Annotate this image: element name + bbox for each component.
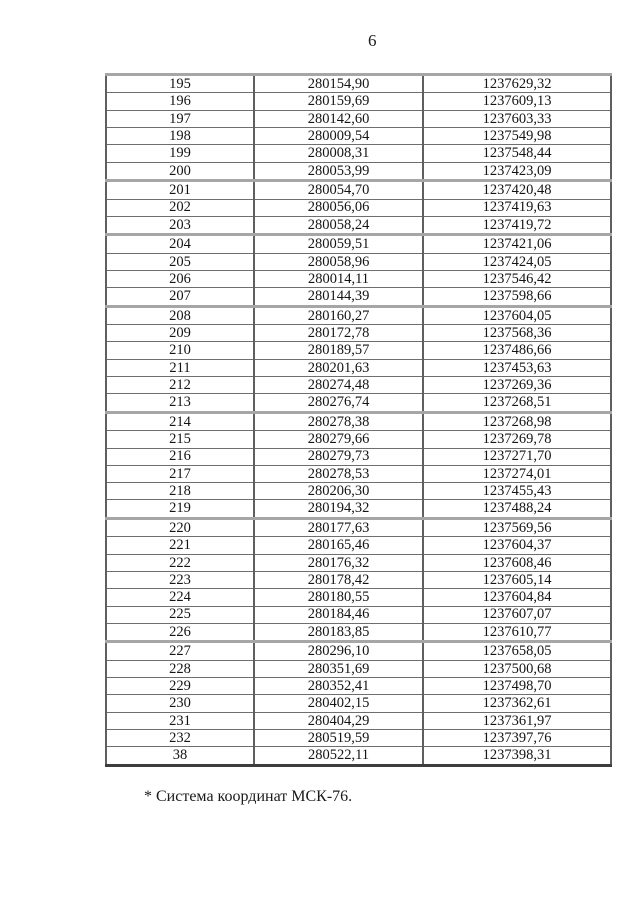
point-number-cell: 203 <box>106 216 254 234</box>
table-row <box>106 678 611 695</box>
y-coordinate-cell: 1237546,42 <box>423 270 611 287</box>
y-coordinate-cell: 1237455,43 <box>423 483 611 500</box>
y-coordinate-cell: 1237604,05 <box>423 306 611 324</box>
point-number-cell: 204 <box>106 235 254 253</box>
table-row <box>106 660 611 677</box>
table-row <box>106 235 611 253</box>
y-coordinate-cell: 1237421,06 <box>423 235 611 253</box>
y-coordinate-cell: 1237629,32 <box>423 75 611 93</box>
y-coordinate-cell: 1237548,44 <box>423 145 611 162</box>
y-coordinate-cell: 1237271,70 <box>423 448 611 465</box>
table-row <box>106 518 611 536</box>
y-coordinate-cell: 1237488,24 <box>423 500 611 518</box>
y-coordinate-cell: 1237604,84 <box>423 589 611 606</box>
table-row <box>106 448 611 465</box>
table-row <box>106 729 611 746</box>
y-coordinate-cell: 1237398,31 <box>423 747 611 766</box>
point-number-cell: 214 <box>106 412 254 430</box>
footnote: * Система координат МСК-76. <box>144 788 353 805</box>
table-row <box>106 571 611 588</box>
table-row <box>106 747 611 766</box>
x-coordinate-cell: 280178,42 <box>254 571 423 588</box>
x-coordinate-cell: 280206,30 <box>254 483 423 500</box>
point-number-cell: 228 <box>106 660 254 677</box>
point-number-cell: 195 <box>106 75 254 93</box>
x-coordinate-cell: 280154,90 <box>254 75 423 93</box>
point-number-cell: 219 <box>106 500 254 518</box>
x-coordinate-cell: 280279,66 <box>254 431 423 448</box>
y-coordinate-cell: 1237269,36 <box>423 377 611 394</box>
point-number-cell: 221 <box>106 537 254 554</box>
y-coordinate-cell: 1237419,63 <box>423 199 611 216</box>
table-row <box>106 377 611 394</box>
x-coordinate-cell: 280274,48 <box>254 377 423 394</box>
table-row <box>106 483 611 500</box>
table-row <box>106 325 611 342</box>
table-row <box>106 162 611 180</box>
point-number-cell: 198 <box>106 128 254 145</box>
table-row <box>106 412 611 430</box>
point-number-cell: 215 <box>106 431 254 448</box>
y-coordinate-cell: 1237569,56 <box>423 518 611 536</box>
point-number-cell: 231 <box>106 712 254 729</box>
point-number-cell: 207 <box>106 288 254 306</box>
x-coordinate-cell: 280404,29 <box>254 712 423 729</box>
table-row <box>106 253 611 270</box>
x-coordinate-cell: 280278,38 <box>254 412 423 430</box>
point-number-cell: 200 <box>106 162 254 180</box>
table-row <box>106 181 611 199</box>
coordinates-table <box>105 73 612 767</box>
x-coordinate-cell: 280180,55 <box>254 589 423 606</box>
coordinates-table-body <box>106 75 611 766</box>
x-coordinate-cell: 280058,24 <box>254 216 423 234</box>
table-row <box>106 589 611 606</box>
table-row <box>106 359 611 376</box>
point-number-cell: 213 <box>106 394 254 412</box>
table-row <box>106 145 611 162</box>
point-number-cell: 210 <box>106 342 254 359</box>
point-number-cell: 209 <box>106 325 254 342</box>
table-row <box>106 642 611 660</box>
x-coordinate-cell: 280014,11 <box>254 270 423 287</box>
table-row <box>106 712 611 729</box>
x-coordinate-cell: 280142,60 <box>254 110 423 127</box>
x-coordinate-cell: 280177,63 <box>254 518 423 536</box>
point-number-cell: 223 <box>106 571 254 588</box>
table-row <box>106 93 611 110</box>
point-number-cell: 197 <box>106 110 254 127</box>
point-number-cell: 38 <box>106 747 254 766</box>
y-coordinate-cell: 1237604,37 <box>423 537 611 554</box>
x-coordinate-cell: 280172,78 <box>254 325 423 342</box>
x-coordinate-cell: 280276,74 <box>254 394 423 412</box>
table-row <box>106 695 611 712</box>
x-coordinate-cell: 280160,27 <box>254 306 423 324</box>
y-coordinate-cell: 1237568,36 <box>423 325 611 342</box>
x-coordinate-cell: 280351,69 <box>254 660 423 677</box>
x-coordinate-cell: 280056,06 <box>254 199 423 216</box>
y-coordinate-cell: 1237397,76 <box>423 729 611 746</box>
table-row <box>106 75 611 93</box>
y-coordinate-cell: 1237603,33 <box>423 110 611 127</box>
x-coordinate-cell: 280165,46 <box>254 537 423 554</box>
point-number-cell: 199 <box>106 145 254 162</box>
x-coordinate-cell: 280189,57 <box>254 342 423 359</box>
x-coordinate-cell: 280522,11 <box>254 747 423 766</box>
table-row <box>106 306 611 324</box>
x-coordinate-cell: 280279,73 <box>254 448 423 465</box>
y-coordinate-cell: 1237268,51 <box>423 394 611 412</box>
point-number-cell: 226 <box>106 623 254 641</box>
y-coordinate-cell: 1237498,70 <box>423 678 611 695</box>
y-coordinate-cell: 1237420,48 <box>423 181 611 199</box>
x-coordinate-cell: 280053,99 <box>254 162 423 180</box>
x-coordinate-cell: 280159,69 <box>254 93 423 110</box>
x-coordinate-cell: 280352,41 <box>254 678 423 695</box>
point-number-cell: 206 <box>106 270 254 287</box>
y-coordinate-cell: 1237609,13 <box>423 93 611 110</box>
x-coordinate-cell: 280054,70 <box>254 181 423 199</box>
table-row <box>106 342 611 359</box>
table-row <box>106 110 611 127</box>
x-coordinate-cell: 280278,53 <box>254 465 423 482</box>
point-number-cell: 229 <box>106 678 254 695</box>
table-row <box>106 431 611 448</box>
point-number-cell: 212 <box>106 377 254 394</box>
y-coordinate-cell: 1237268,98 <box>423 412 611 430</box>
table-row <box>106 554 611 571</box>
point-number-cell: 202 <box>106 199 254 216</box>
page-number: 6 <box>368 31 377 50</box>
point-number-cell: 217 <box>106 465 254 482</box>
table-row <box>106 394 611 412</box>
x-coordinate-cell: 280519,59 <box>254 729 423 746</box>
x-coordinate-cell: 280402,15 <box>254 695 423 712</box>
y-coordinate-cell: 1237361,97 <box>423 712 611 729</box>
point-number-cell: 232 <box>106 729 254 746</box>
y-coordinate-cell: 1237500,68 <box>423 660 611 677</box>
y-coordinate-cell: 1237453,63 <box>423 359 611 376</box>
point-number-cell: 227 <box>106 642 254 660</box>
point-number-cell: 222 <box>106 554 254 571</box>
table-row <box>106 199 611 216</box>
y-coordinate-cell: 1237607,07 <box>423 606 611 623</box>
y-coordinate-cell: 1237419,72 <box>423 216 611 234</box>
y-coordinate-cell: 1237423,09 <box>423 162 611 180</box>
point-number-cell: 216 <box>106 448 254 465</box>
x-coordinate-cell: 280059,51 <box>254 235 423 253</box>
y-coordinate-cell: 1237362,61 <box>423 695 611 712</box>
point-number-cell: 225 <box>106 606 254 623</box>
y-coordinate-cell: 1237549,98 <box>423 128 611 145</box>
y-coordinate-cell: 1237274,01 <box>423 465 611 482</box>
x-coordinate-cell: 280009,54 <box>254 128 423 145</box>
table-row <box>106 465 611 482</box>
point-number-cell: 224 <box>106 589 254 606</box>
y-coordinate-cell: 1237605,14 <box>423 571 611 588</box>
point-number-cell: 196 <box>106 93 254 110</box>
x-coordinate-cell: 280183,85 <box>254 623 423 641</box>
x-coordinate-cell: 280144,39 <box>254 288 423 306</box>
y-coordinate-cell: 1237598,66 <box>423 288 611 306</box>
table-row <box>106 606 611 623</box>
point-number-cell: 201 <box>106 181 254 199</box>
table-row <box>106 128 611 145</box>
point-number-cell: 220 <box>106 518 254 536</box>
point-number-cell: 208 <box>106 306 254 324</box>
x-coordinate-cell: 280008,31 <box>254 145 423 162</box>
x-coordinate-cell: 280176,32 <box>254 554 423 571</box>
point-number-cell: 205 <box>106 253 254 270</box>
table-row <box>106 270 611 287</box>
point-number-cell: 218 <box>106 483 254 500</box>
y-coordinate-cell: 1237610,77 <box>423 623 611 641</box>
table-row <box>106 500 611 518</box>
y-coordinate-cell: 1237424,05 <box>423 253 611 270</box>
x-coordinate-cell: 280194,32 <box>254 500 423 518</box>
point-number-cell: 230 <box>106 695 254 712</box>
y-coordinate-cell: 1237486,66 <box>423 342 611 359</box>
x-coordinate-cell: 280201,63 <box>254 359 423 376</box>
x-coordinate-cell: 280058,96 <box>254 253 423 270</box>
y-coordinate-cell: 1237608,46 <box>423 554 611 571</box>
y-coordinate-cell: 1237658,05 <box>423 642 611 660</box>
table-row <box>106 623 611 641</box>
x-coordinate-cell: 280296,10 <box>254 642 423 660</box>
y-coordinate-cell: 1237269,78 <box>423 431 611 448</box>
table-row <box>106 537 611 554</box>
point-number-cell: 211 <box>106 359 254 376</box>
x-coordinate-cell: 280184,46 <box>254 606 423 623</box>
table-row <box>106 216 611 234</box>
table-row <box>106 288 611 306</box>
